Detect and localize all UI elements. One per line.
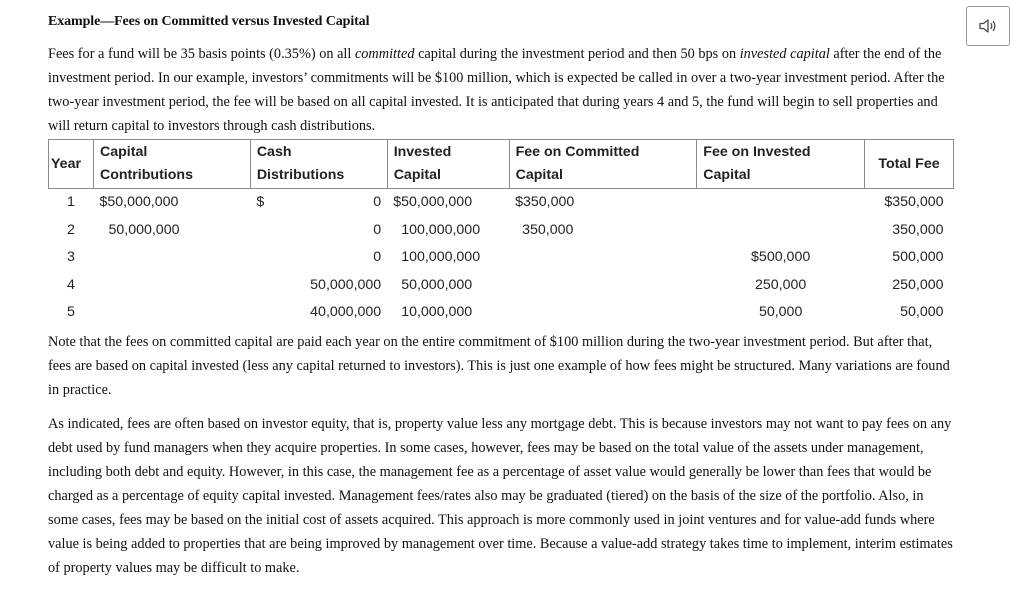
- cell-contrib: [93, 244, 250, 272]
- note-paragraph: Note that the fees on committed capital are paid each year on the entire commitment of $100 million during the two-year investment period. But after that, fees are based on capital invested (less any capital returned to investors). This is just one example of how fees might be structured. Many variations are found in practice.: [48, 333, 950, 398]
- cell-dist: 50,000,000: [310, 276, 382, 293]
- cell-contrib: 50,000,000: [108, 221, 180, 238]
- cell-total: 500,000: [892, 249, 944, 265]
- header-fee-committed: Fee on Committed Capital: [509, 140, 697, 189]
- header-capital-contributions: Capital Contributions: [93, 140, 250, 189]
- cell-fee-invested: 50,000: [758, 304, 803, 320]
- example-title: Example—Fees on Committed versus Invested Capital: [48, 14, 370, 29]
- table-row: [49, 299, 954, 327]
- cell-year: 1: [67, 194, 75, 210]
- cell-invested: 10,000,000: [401, 304, 473, 320]
- cell-year: 3: [67, 249, 75, 265]
- cell-fee-committed: 350,000: [522, 221, 574, 238]
- header-total-fee: Total Fee: [865, 140, 954, 189]
- cell-contrib: [93, 272, 250, 300]
- cell-year: 5: [67, 304, 75, 320]
- cell-total: $350,000: [884, 194, 944, 210]
- audio-button[interactable]: [966, 6, 1010, 46]
- cell-fee-invested: 250,000: [755, 276, 807, 293]
- currency-symbol: $: [256, 194, 265, 210]
- cell-total: 50,000: [900, 304, 944, 320]
- cell-year: 4: [67, 276, 75, 293]
- cell-fee-invested: [697, 217, 865, 245]
- table-row: [49, 244, 954, 272]
- fee-table: [48, 139, 954, 327]
- cell-total: 350,000: [892, 221, 944, 238]
- cell-fee-committed: [509, 244, 697, 272]
- cell-invested: 100,000,000: [401, 221, 481, 238]
- cell-fee-committed: [509, 272, 697, 300]
- header-cash-distributions: Cash Distributions: [250, 140, 387, 189]
- body-paragraph: As indicated, fees are often based on investor equity, that is, property value less any mortgage debt. This is because investors may not want to pay fees on any debt used by fund managers when they acquire properties. In some cases, however, fees may be based on the total value of the assets under management, including both debt and equity. However, in this case, the management fee as a percentage of asset value would generally be lower than fees that would be charged as a percentage of equity capital invested. Management fees/rates also may be graduated (tiered) on the basis of the size of the portfolio. Also, in some cases, fees may be based on the initial cost of assets acquired. This approach is more commonly used in joint ventures and for value-add funds where value is being added to properties that are being improved by management over time. Because a value-add strategy takes time to implement, interim estimates of property values may be difficult to make.: [48, 415, 953, 576]
- header-year: Year: [49, 140, 94, 189]
- speaker-icon: [978, 17, 998, 35]
- cell-total: 250,000: [892, 276, 944, 293]
- header-fee-invested: Fee on Invested Capital: [697, 140, 865, 189]
- content: [48, 14, 954, 580]
- cell-contrib: [93, 299, 250, 327]
- cell-fee-committed: $350,000: [515, 194, 575, 210]
- cell-year: 2: [67, 221, 75, 238]
- cell-dist: 0: [373, 221, 382, 238]
- cell-fee-invested: $500,000: [751, 249, 811, 265]
- table-header-row: [49, 140, 954, 189]
- table-row: [49, 272, 954, 300]
- table-row: [49, 217, 954, 245]
- cell-invested: 100,000,000: [401, 249, 481, 265]
- header-invested-capital: Invested Capital: [387, 140, 509, 189]
- table-row: [49, 189, 954, 217]
- cell-fee-invested: [697, 189, 865, 217]
- cell-invested: $50,000,000: [393, 194, 473, 210]
- cell-fee-committed: [509, 299, 697, 327]
- cell-dist: $ 0: [250, 189, 387, 217]
- cell-dist: 40,000,000: [310, 304, 382, 320]
- cell-invested: 50,000,000: [401, 276, 473, 293]
- intro-paragraph: Fees for a fund will be 35 basis points (0.35%) on all committed capital during the investment period and then 50 bps on invested capital after the end of the investment period. In our example, investors’ commitments will be $100 million, which is expected be called in over a two-year investment period. After the two-year investment period, the fee will be based on all capital invested. It is anticipated that during years 4 and 5, the fund will begin to sell properties and will return capital to investors through cash distributions.: [48, 46, 945, 134]
- cell-contrib: $50,000,000: [99, 194, 179, 210]
- cell-dist: 0: [373, 249, 382, 265]
